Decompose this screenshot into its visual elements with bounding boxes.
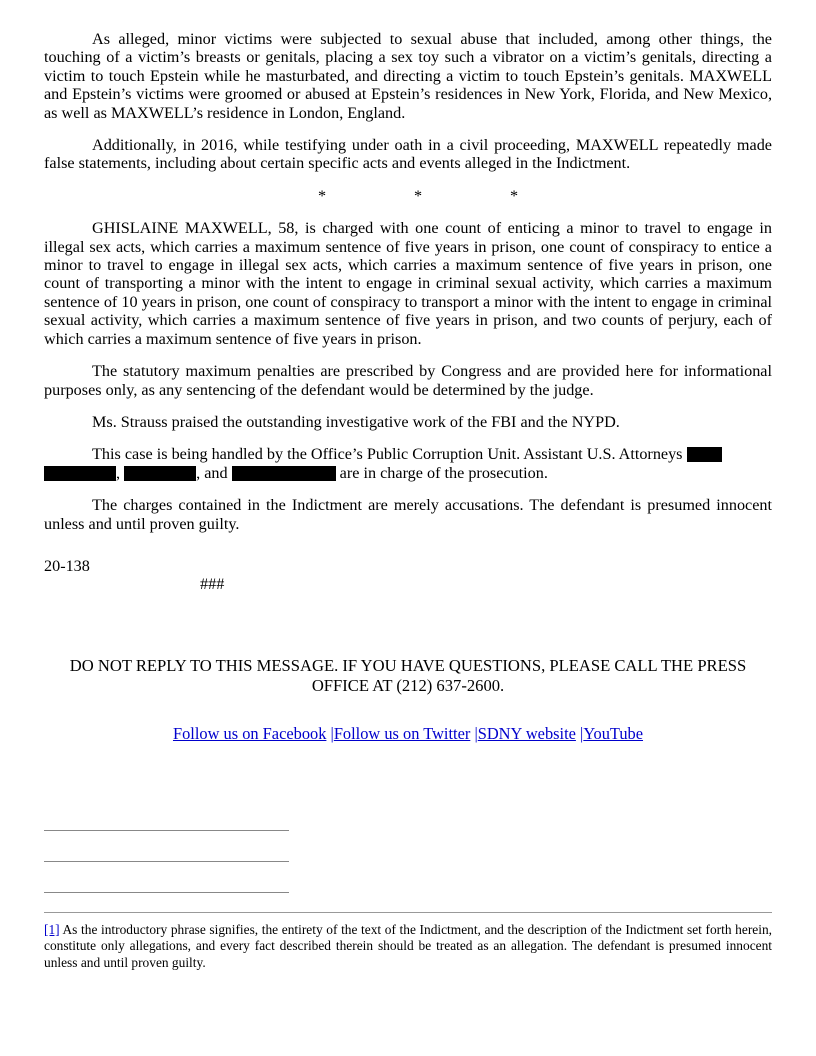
paragraph-praise: Ms. Strauss praised the outstanding investigative work of the FBI and the NYPD.	[92, 412, 620, 431]
star-1: *	[317, 186, 327, 205]
paragraph-charges: GHISLAINE MAXWELL, 58, is charged with one count of enticing a minor to travel to engage in illegal sex acts, which carries a maximum sentence of five years in prison, one count of conspiracy to entice a minor to travel to engage in illegal sex acts, which carries a maximum sentence of five years in prison, one count of transporting a minor with the intent to engage in criminal sexual activity, which carries a maximum sentence of 10 years in prison, one count of conspiracy to transport a minor with the intent to engage in criminal sexual activity, which carries a maximum sentence of five years in prison, and two counts of perjury, each of which carries a maximum sentence of five years in prison.	[44, 219, 772, 348]
footnote	[44, 922, 772, 971]
prosecution-lead: This case is being handled by the Office’s Public Corruption Unit. Assistant U.S. Attorneys	[92, 445, 683, 464]
star-2: *	[413, 186, 423, 205]
social-links	[44, 724, 772, 744]
paragraph-spacer	[44, 399, 772, 413]
prosecution-comma: ,	[116, 463, 121, 482]
paragraph-presumption: The charges contained in the Indictment are merely accusations. The defendant is presumed innocent unless and until proven guilty.	[44, 496, 772, 533]
paragraph-spacer	[44, 348, 772, 362]
paragraph-prosecution	[44, 445, 772, 482]
paragraph-spacer	[44, 122, 772, 136]
rule-line-3	[44, 862, 289, 893]
link-twitter[interactable]: Follow us on Twitter	[333, 723, 471, 743]
paragraph-penalties: The statutory maximum penalties are prescribed by Congress and are provided here for informational purposes only, as any sentencing of the defendant would be determined by the judge.	[44, 362, 772, 399]
link-separator: |	[330, 723, 334, 743]
prosecution-and: , and	[196, 463, 228, 482]
redaction-block-1	[687, 447, 722, 462]
release-number: 20-138	[44, 556, 90, 575]
page-bottom-edge	[0, 1040, 816, 1041]
press-office-notice: DO NOT REPLY TO THIS MESSAGE. IF YOU HAVE QUESTIONS, PLEASE CALL THE PRESS OFFICE AT (212) 637-2600.	[69, 655, 747, 695]
link-sdny-website[interactable]: SDNY website	[477, 723, 576, 743]
block-spacer	[44, 696, 772, 724]
paragraph-spacer	[44, 547, 772, 557]
redaction-block-3	[124, 466, 196, 481]
block-spacer	[44, 594, 772, 656]
redaction-block-4	[232, 466, 336, 481]
paragraph-spacer	[44, 205, 772, 219]
signature-rules	[44, 800, 289, 893]
paragraph-spacer	[44, 431, 772, 445]
link-facebook[interactable]: Follow us on Facebook	[172, 723, 327, 743]
prosecution-tail: are in charge of the prosecution.	[339, 463, 548, 482]
rule-line-2	[44, 831, 289, 862]
star-separator	[44, 187, 772, 205]
footnote-text: As the introductory phrase signifies, the entirety of the text of the Indictment, and the description of the Indictment set forth herein, constitute only allegations, and every fact described therein should be treated as an allegation. The defendant is presumed innocent unless and until proven guilty.	[44, 922, 772, 970]
footnote-divider	[44, 912, 772, 913]
paragraph-spacer	[44, 482, 772, 496]
link-separator: |	[474, 723, 478, 743]
paragraph-spacer	[44, 533, 772, 547]
footnote-marker-link[interactable]: [1]	[44, 922, 60, 937]
paragraph-allegations: As alleged, minor victims were subjected to sexual abuse that included, among other things, the touching of a victim’s breasts or genitals, placing a sex toy such a vibrator on a victim’s genitals, directing a victim to touch Epstein while he masturbated, and directing a victim to touch Epstein’s genitals. MAXWELL and Epstein’s victims were groomed or abused at Epstein’s residences in New York, Florida, and New Mexico, as well as MAXWELL’s residence in London, England.	[44, 30, 772, 122]
link-youtube[interactable]: YouTube	[583, 723, 644, 743]
paragraph-perjury: Additionally, in 2016, while testifying under oath in a civil proceeding, MAXWELL repeatedly made false statements, including about certain specific acts and events alleged in the Indictment.	[44, 136, 772, 173]
document-body	[44, 30, 772, 744]
rule-line-1	[44, 800, 289, 831]
end-marker: ###	[200, 575, 225, 594]
link-separator: |	[580, 723, 584, 743]
paragraph-spacer	[44, 173, 772, 187]
redaction-block-2	[44, 466, 116, 481]
star-3: *	[509, 186, 519, 205]
